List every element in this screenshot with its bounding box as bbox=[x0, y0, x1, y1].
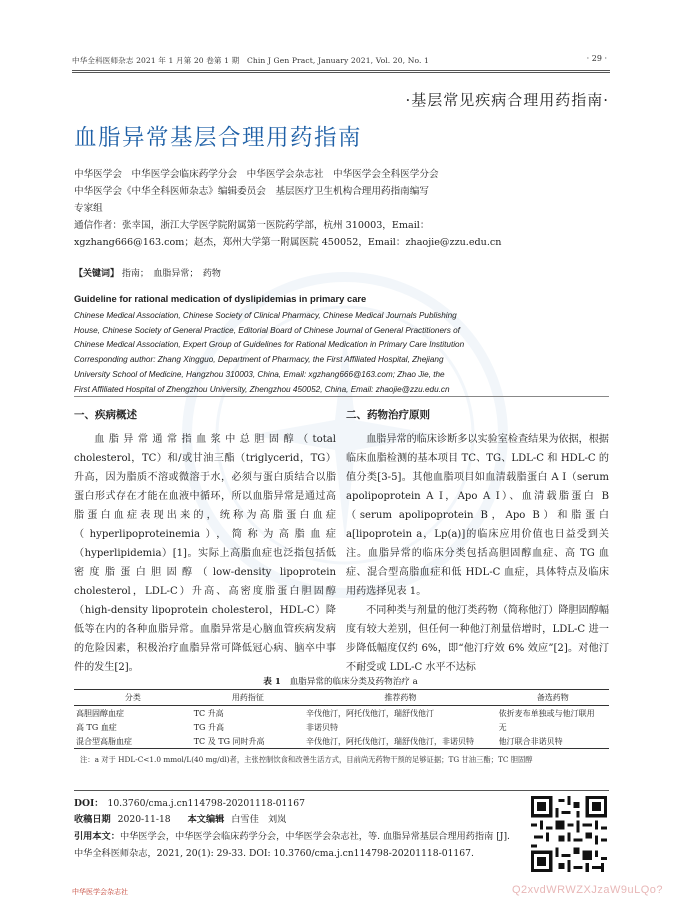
received-line bbox=[74, 811, 286, 825]
table-caption-text: 血脂异常的临床分类及药物治疗 a bbox=[289, 677, 418, 687]
english-line: First Affiliated Hospital of Zhengzhou University, Zhengzhou 450052, China, Email: zhaojie@zzu.edu.cn bbox=[74, 384, 450, 394]
table-row bbox=[74, 720, 609, 734]
author-line-3: 专家组 bbox=[74, 203, 103, 214]
article-title: 血脂异常基层合理用药指南 bbox=[74, 125, 363, 151]
table-header: 用药指征 bbox=[192, 690, 304, 706]
publisher-logo: 中华医学会杂志社 bbox=[72, 888, 128, 896]
header-rule bbox=[72, 70, 610, 71]
header-rule-thin bbox=[72, 72, 610, 73]
table-cell: 高 TG 血症 bbox=[76, 722, 117, 732]
received-label: 收稿日期 bbox=[74, 814, 111, 825]
citation bbox=[74, 828, 514, 862]
received-date: 2020-11-18 bbox=[117, 814, 171, 825]
table-header: 分类 bbox=[74, 690, 192, 706]
corresponding-line-1: 通信作者：张幸国，浙江大学医学院附属第一医院药学部，杭州 310003，Email： bbox=[74, 220, 430, 231]
page-number: · 29 · bbox=[586, 54, 607, 63]
journal-header: 中华全科医师杂志 2021 年 1 月第 20 卷第 1 期 Chin J Gen Pract, January 2021, Vol. 20, No. 1 bbox=[72, 56, 429, 65]
footer-watermark-code: Q2xvdWRWZXJzaW9uLQo? bbox=[511, 884, 663, 896]
table-header-row bbox=[74, 690, 609, 706]
table-row bbox=[74, 734, 609, 749]
section-heading-overview: 一、疾病概述 bbox=[74, 409, 137, 421]
body-paragraph: 血脂异常通常指血浆中总胆固醇（total cholesterol，TC）和/或甘油三酯（triglycerid，TG）升高，因为脂质不溶或微溶于水，必须与蛋白质结合以脂蛋白形式存在才能在血液中循环，所以血脂异常是通过高脂蛋白血症表现出来的，统称为高脂蛋白血症（hyperlipoproteinemia），简称为高脂血症（hyperlipidemia）[1]。实际上高脂血症也泛指包括低密度脂蛋白胆固醇（low-density lipoprotein cholesterol，LDL-C）升高、高密度脂蛋白胆固醇（high-density lipoprotein cholesterol，HDL-C）降低等在内的各种血脂异常。血脂异常是心脑血管疾病发病的危险因素，积极治疗血脂异常可降低冠心病、脑卒中事件的发生[2]。 bbox=[74, 434, 336, 673]
right-column bbox=[346, 406, 609, 677]
table-cell: 混合型高脂血症 bbox=[74, 734, 192, 749]
keywords-terms: 指南； 血脂异常； 药物 bbox=[121, 269, 221, 279]
table-header: 推荐药物 bbox=[304, 690, 497, 706]
table-cell: 辛伐他汀，阿托伐他汀，瑞舒伐他汀 bbox=[306, 708, 435, 718]
english-line: Corresponding author: Zhang Xingguo, Department of Pharmacy, the First Affiliated Hospital, Zhejiang bbox=[74, 355, 444, 365]
body-paragraph: 不同种类与剂量的他汀类药物（简称他汀）降胆固醇幅度有较大差别，但任何一种他汀剂量倍增时，LDL-C 进一步降低幅度仅约 6%，即“他汀疗效 6% 效应”[2]。对他汀不耐受或 LDL-C 水平不达标 bbox=[346, 605, 609, 673]
author-line-1: 中华医学会 中华医学会临床药学分会 中华医学会杂志社 中华医学会全科医学分会 bbox=[74, 169, 439, 180]
doi-line bbox=[74, 795, 305, 809]
keywords-label: 【关键词】 bbox=[74, 269, 120, 279]
table-note: 注：a 对于 HDL-C<1.0 mmol/L(40 mg/dl)者，主张控制饮食和改善生活方式，目前尚无药物干预的足够证据；TG 甘油三酯；TC 胆固醇 bbox=[80, 755, 533, 764]
author-line-2: 中华医学会《中华全科医师杂志》编辑委员会 基层医疗卫生机构合理用药指南编写 bbox=[74, 186, 429, 197]
table-header: 备选药物 bbox=[497, 690, 609, 706]
cite-text: 中华医学会，中华医学会临床药学分会，中华医学会杂志社，等. 血脂异常基层合理用药指南 [J]. 中华全科医师杂志，2021, 20(1): 29-33. DOI: 10.3760/cma.j.cn114798-20201118-01167. bbox=[74, 831, 510, 859]
section-divider bbox=[74, 396, 609, 397]
body-paragraph: 血脂异常的临床诊断多以实验室检查结果为依据，根据临床血脂检测的基本项目 TC、TG、LDL-C 和 HDL-C 的值分类[3-5]。其他血脂项目如血清载脂蛋白 A Ⅰ（serum apolipoprotein A Ⅰ，Apo A Ⅰ）、血清载脂蛋白 B（serum apolipoprotein B，Apo B）和脂蛋白 a[lipoprotein a，Lp(a)]的临床应用价值也日益受到关注。血脂异常的临床分类包括高胆固醇血症、高 TG 血症、混合型高脂血症和低 HDL-C 血症，具体特点及临床用药选择见表 1。 bbox=[346, 434, 609, 597]
drug-table bbox=[74, 689, 609, 749]
english-line: House, Chinese Society of General Practice, Editorial Board of Chinese Journal of General Practitioners of bbox=[74, 325, 460, 335]
editor-names: 白雪佳 刘岚 bbox=[231, 814, 287, 825]
english-title: Guideline for rational medication of dyslipidemias in primary care bbox=[74, 293, 367, 304]
english-authors bbox=[74, 309, 614, 397]
table-caption bbox=[0, 675, 681, 687]
table-cell: TC 升高 bbox=[193, 708, 224, 718]
section-label: ·基层常见疾病合理用药指南· bbox=[405, 91, 609, 109]
table-cell: 非诺贝特 bbox=[306, 722, 339, 732]
table-cell: 无 bbox=[498, 722, 507, 732]
table-cell: 依折麦布单独或与他汀联用 bbox=[498, 708, 595, 718]
table-row bbox=[74, 706, 609, 721]
doi-value[interactable]: 10.3760/cma.j.cn114798-20201118-01167 bbox=[107, 798, 305, 809]
cite-label: 引用本文： bbox=[74, 831, 120, 842]
section-heading-principles: 二、药物治疗原则 bbox=[346, 409, 430, 421]
doi-label: DOI： bbox=[74, 798, 104, 809]
left-column bbox=[74, 406, 336, 677]
english-line: Chinese Medical Association, Chinese Society of Clinical Pharmacy, Chinese Medical Journals Publishing bbox=[74, 311, 457, 320]
table-caption-label: 表 1 bbox=[263, 677, 281, 687]
table-cell: TC 及 TG 同时升高 bbox=[192, 734, 304, 749]
english-line: University School of Medicine, Hangzhou 310003, China, Email: xgzhang666@163.com; Zhao Jie, the bbox=[74, 369, 445, 379]
qr-code[interactable] bbox=[531, 796, 607, 872]
english-line: Chinese Medical Association, Expert Group of Guidelines for Rational Medication in Primary Care Institution bbox=[74, 340, 465, 350]
table-cell: 高胆固醇血症 bbox=[76, 708, 124, 718]
corresponding-line-2: xgzhang666@163.com；赵杰，郑州大学第一附属医院 450052，Email：zhaojie@zzu.edu.cn bbox=[74, 237, 502, 248]
table-cell: TG 升高 bbox=[193, 722, 224, 732]
keywords bbox=[74, 266, 221, 279]
table-cell: 他汀联合非诺贝特 bbox=[497, 734, 609, 749]
table-cell: 辛伐他汀，阿托伐他汀，瑞舒伐他汀，非诺贝特 bbox=[304, 734, 497, 749]
editor-label: 本文编辑 bbox=[187, 814, 225, 825]
footer-rule bbox=[74, 790, 609, 791]
